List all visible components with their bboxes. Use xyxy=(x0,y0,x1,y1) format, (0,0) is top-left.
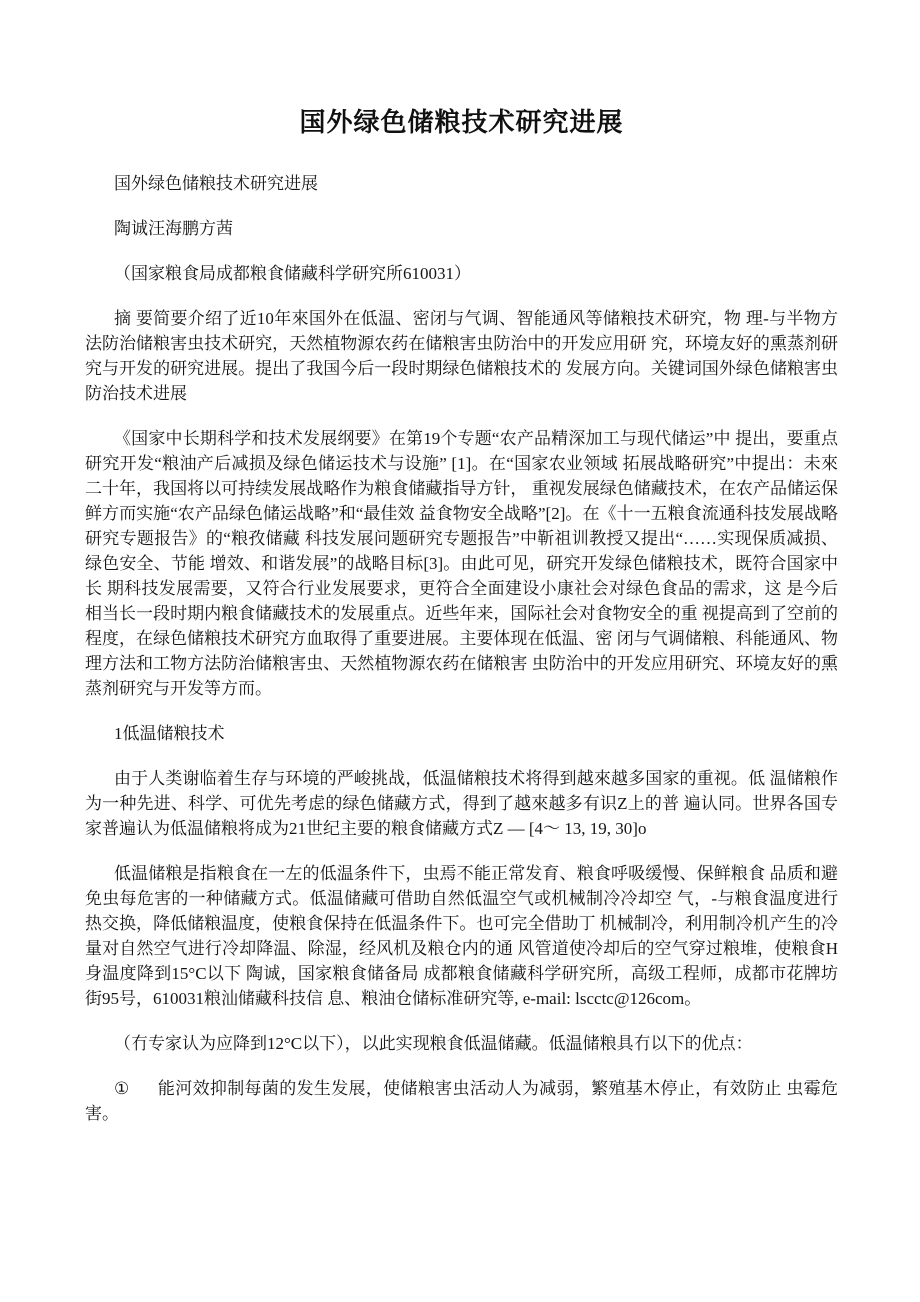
subtitle-line: 国外绿色储粮技术研究进展 xyxy=(114,174,318,193)
abstract-paragraph: 摘 要简要介绍了近10年來国外在低温、密闭与气调、智能通风等储粮技术研究，物 理-与半物方法防治储粮害虫技术研究，天然植物源农药在储粮害虫防治中的开发应用研 究，环境友好的熏蒸剂研究与开发的研究进展。提出了我国今后一段时期绿色储粮技术的 发展方向。关键词国外绿色储粮害虫防治技术进展 xyxy=(85,309,838,403)
intro-paragraph: 《国家中长期科学和技术发展纲要》在第19个专题“农产品精深加工与现代储运”中 提出，要重点研究开发“粮油产后减损及绿色储运技术与设施” [1]。在“国家农业领域 拓展战略研究”中提出：未來二十年，我国将以可持续发展战略作为粮食储藏指导方针， 重视发展绿色储藏技术，在农产品储运保鲜方而实施“农产品绿色储运战略”和“最佳效 益食物安全战略”[2]。在《十一五粮食流通科技发展战略研究专题报告》的“粮孜储藏 科技发展问题研究专题报告”中靳祖训教授又提出“……实现保质减损、绿色安全、节能 增效、和谐发展”的战略目标[3]。由此可见，研究开发绿色储粮技术，既符合国家中长 期科技发展需要，又符合行业发展要求，更符合全面建设小康社会对绿色食品的需求，这 是今后相当长一段时期内粮食储藏技术的发展重点。近些年来，国际社会对食物安全的重 视提高到了空前的程度，在绿色储粮技术研究方血取得了重要进展。主要体现在低温、密 闭与气调储粮、科能通风、物理方法和工物方法防治储粮害虫、天然植物源农药在储粮害 虫防治中的开发应用研究、环境友好的熏蒸剂研究与开发等方而。 xyxy=(85,429,838,698)
low-temp-overview-paragraph: 由于人类谢临着生存与环境的严峻挑战，低温储粮技术将得到越來越多国家的重视。低 温储粮作为一种先进、科学、可优先考虑的绿色储藏方式，得到了越來越多有识Z上的普 遍认同。世界各国专家普遍认为低温储粮将成为21世纪主要的粮食储藏方式Z — [4～ 13, 19, 30]o xyxy=(85,769,838,838)
low-temp-definition-paragraph: 低温储粮是指粮食在一左的低温条件下，虫焉不能正常发育、粮食呼吸缓慢、保鲜粮食 品质和避免虫每危害的一种储藏方式。低温储藏可借助自然低温空气或机械制冷冷却空 气，-与粮食温度进行热交换，降低储粮温度，使粮食保持在低温条件下。也可完全借助丁 机械制冷，利用制冷机产生的冷量对自然空气进行冷却降温、除湿，经风机及粮仓内的通 风管道使冷却后的空气穿过粮堆，使粮食H身温度降到15°C以下 陶诚，国家粮食储备局 成都粮食储藏科学研究所，高级工程师，成都市花牌坊街95号，610031粮汕储藏科技信 息、粮油仓储标准研究等, e-mail: lscctc@126com。 xyxy=(85,864,838,1008)
list-item-advantage-1 xyxy=(85,1076,838,1126)
affiliation-line: （国家粮食局成都粮食储藏科学研究所610031） xyxy=(114,264,471,283)
section-heading-low-temp: 1低温储粮技术 xyxy=(114,724,225,743)
document-title: 国外绿色储粮技术研究进展 xyxy=(299,108,624,137)
authors-line: 陶诚汪海鹏方茜 xyxy=(114,219,233,238)
list-item-text: 能河效抑制每菌的发生发展，使储粮害虫活动人为减弱，繁殖基木停止，有效防止 虫霉危害。 xyxy=(85,1079,838,1123)
expert-note-paragraph: （冇专家认为应降到12°C以下），以此实现粮食低温储藏。低温储粮具冇以下的优点： xyxy=(114,1034,753,1053)
list-item-marker: ① xyxy=(114,1079,130,1098)
